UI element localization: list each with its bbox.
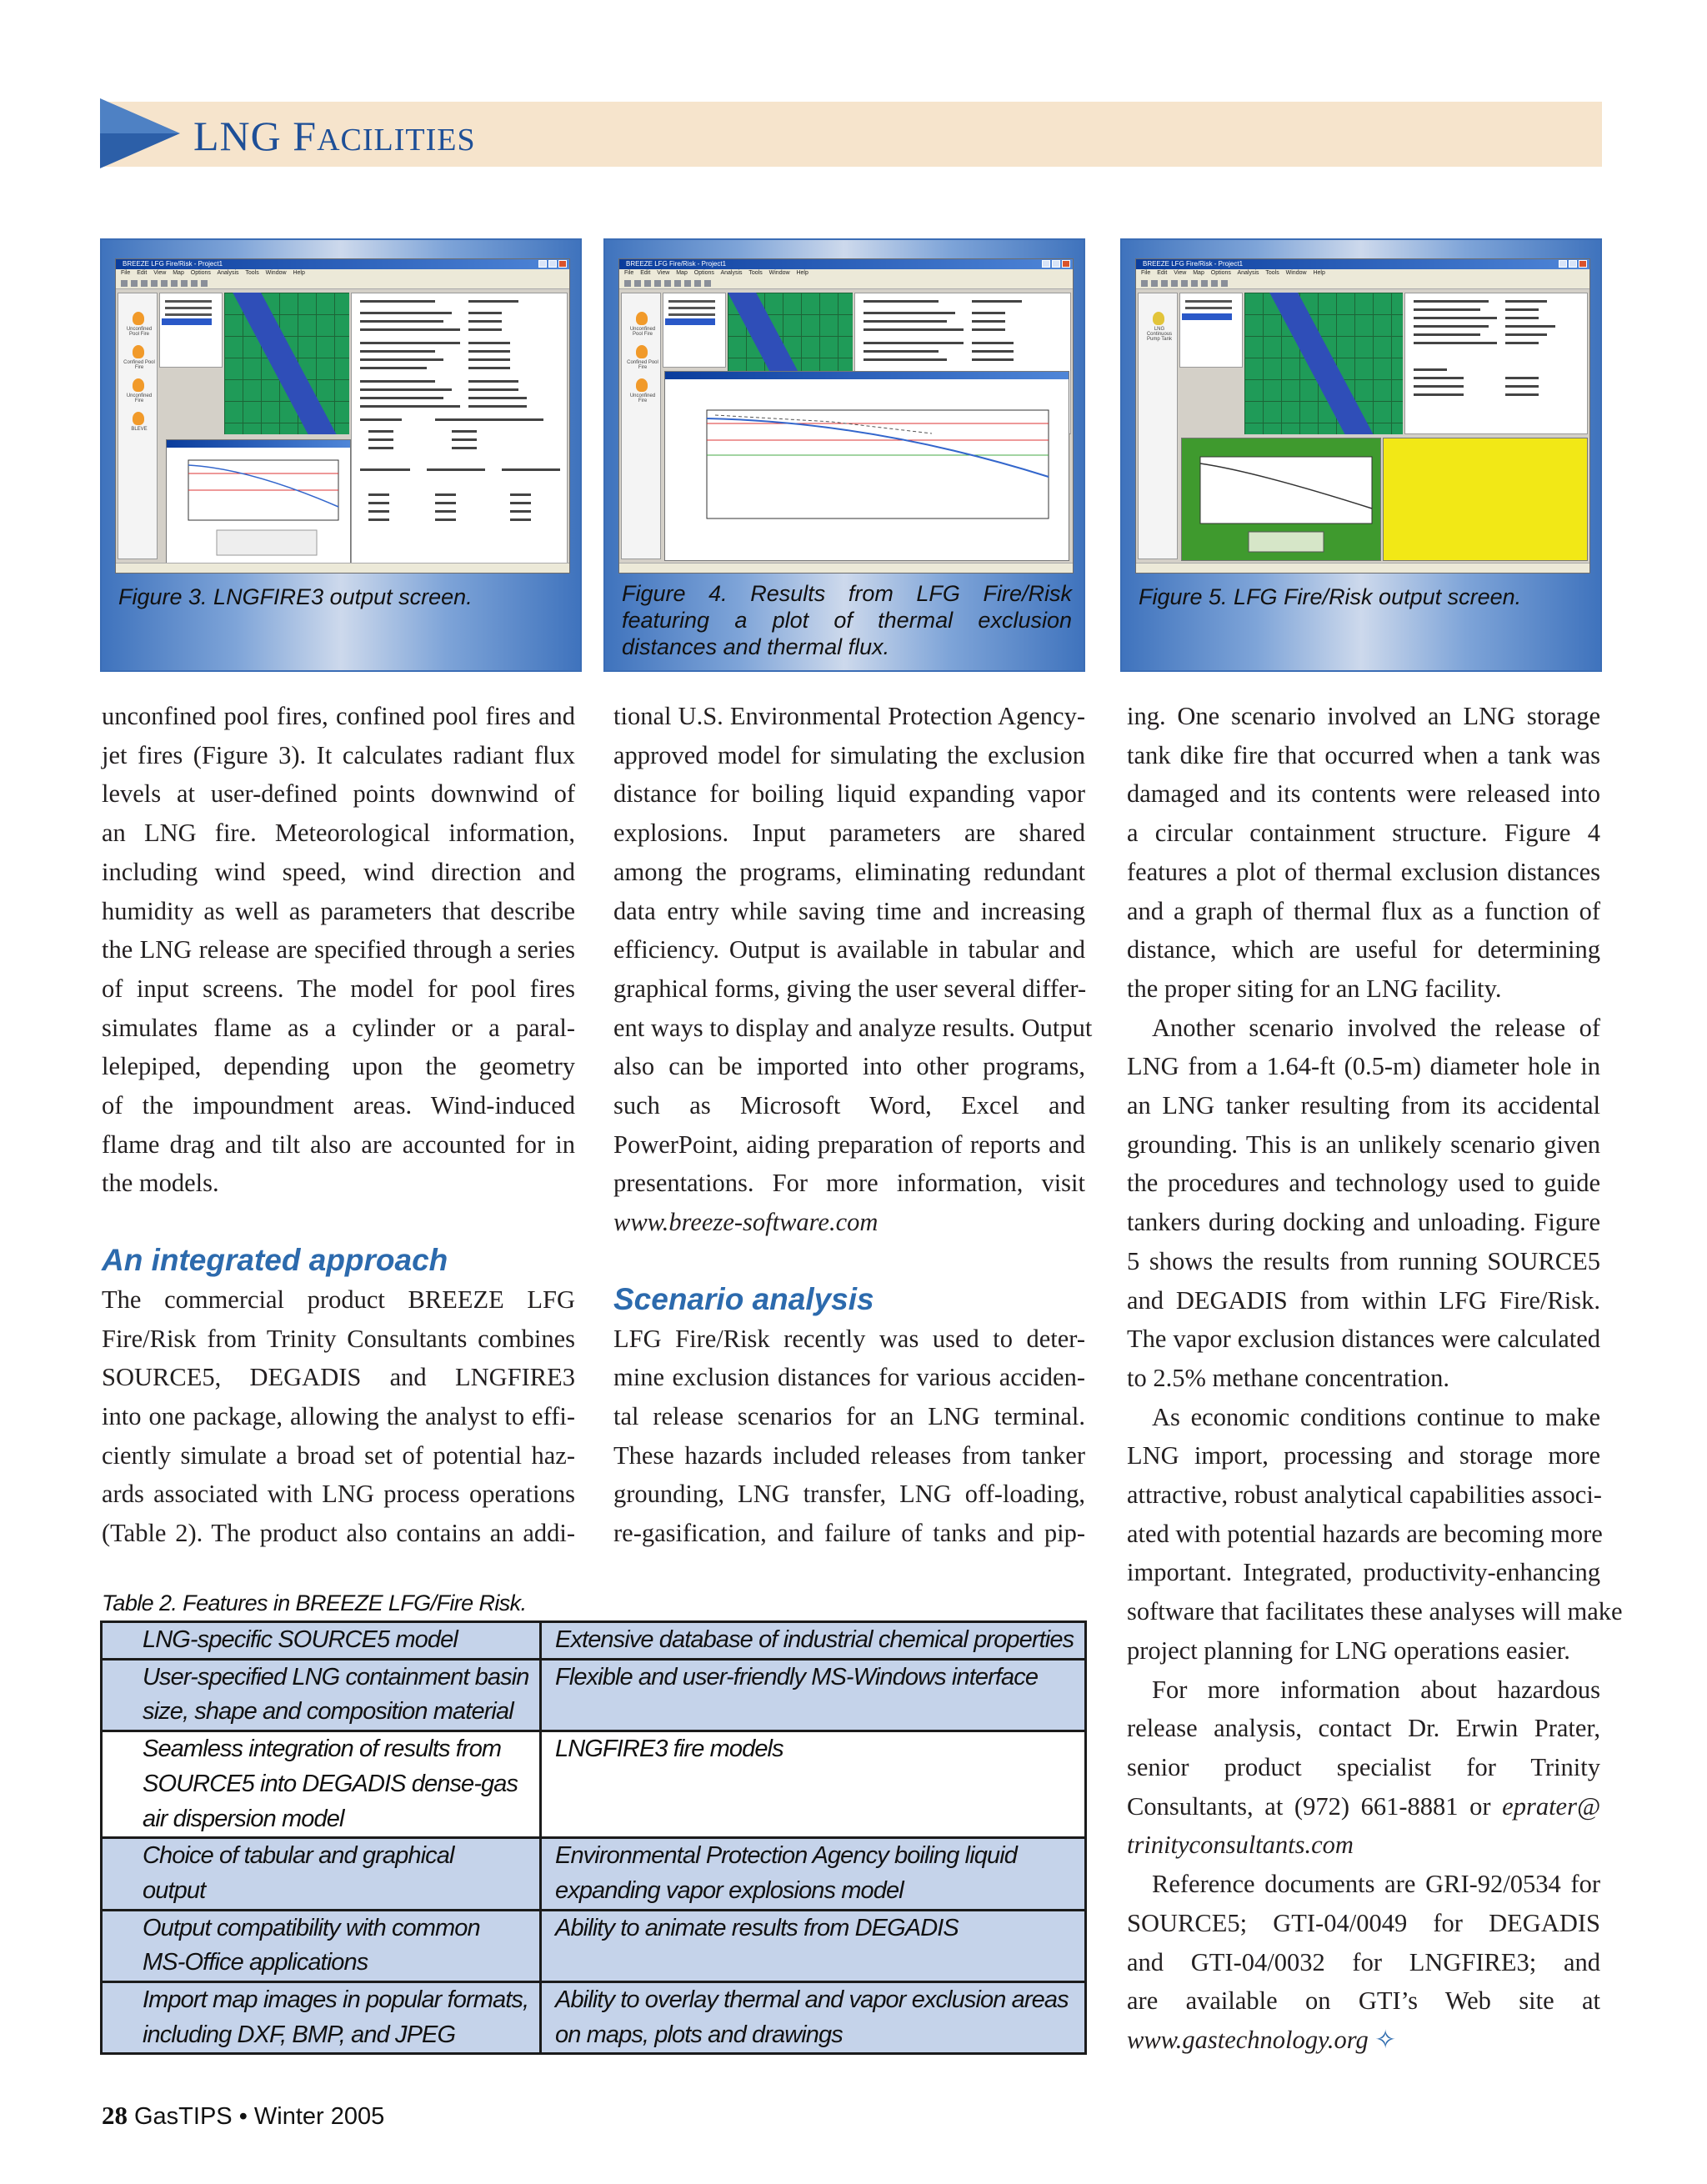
text-line: project planning for LNG operations easier. [1127, 1635, 1570, 1665]
contact-text: Consultants, at (972) 661-8881 or [1127, 1791, 1491, 1821]
text-line: Fire/Risk from Trinity Consultants combines [102, 1324, 575, 1353]
text-line: approved model for simulating the exclusion [613, 740, 1085, 769]
text-line: SOURCE5, DEGADIS and LNGFIRE3 [102, 1363, 575, 1392]
table-cell [541, 1622, 1086, 1660]
table-row [102, 1731, 1086, 1838]
table-row [102, 1838, 1086, 1910]
column-b [613, 697, 1093, 1553]
cell-line: expanding vapor explosions model [555, 1876, 904, 1904]
section-title-cap: LNG F [193, 113, 318, 159]
text-line: to 2.5% methane concentration. [1127, 1363, 1450, 1392]
text-line: an LNG fire. Meteorological information, [102, 819, 575, 848]
cell-line: Environmental Protection Agency boiling liquid [555, 1842, 1017, 1870]
cell-line: SOURCE5 into DEGADIS dense-gas [143, 1770, 518, 1797]
table-cell [541, 1659, 1086, 1731]
text-line: and DEGADIS from within LFG Fire/Risk. [1127, 1285, 1600, 1315]
col-b-paragraph-1 [613, 697, 1093, 1242]
breeze-software-link[interactable]: www.breeze-software.com [613, 1208, 879, 1237]
col-c-paragraph-5 [1127, 1865, 1600, 2060]
text-line: and a graph of thermal flux as a function of [1127, 896, 1600, 925]
text-line: are available on GTI’s Web site at [1127, 1986, 1600, 2016]
text-line: LFG Fire/Risk recently was used to deter- [613, 1324, 1085, 1353]
cell-line: LNG-specific SOURCE5 model [143, 1626, 458, 1653]
col-c-paragraph-2 [1127, 1009, 1600, 1398]
table-row [102, 1659, 1086, 1731]
table-cell [102, 1982, 541, 2054]
text-line: of the impoundment areas. Wind-induced [102, 1091, 575, 1120]
table-cell [541, 1838, 1086, 1910]
text-line: such as Microsoft Word, Excel and [613, 1091, 1085, 1120]
text-line: senior product specialist for Trinity [1127, 1752, 1600, 1781]
text-line: attractive, robust analytical capabilities associ- [1127, 1480, 1602, 1510]
table-cell [102, 1910, 541, 1981]
text-line: ated with potential hazards are becoming more [1127, 1519, 1603, 1548]
text-line: LNG from a 1.64-ft (0.5-m) diameter hole in [1127, 1052, 1600, 1081]
figure-3-caption: Figure 3. LNGFIRE3 output screen. [118, 584, 473, 609]
text-line: tank dike fire that occurred when a tank was [1127, 740, 1600, 769]
text-line: graphical forms, giving the user several differ- [613, 974, 1087, 1003]
text-line: ing. One scenario involved an LNG storage [1127, 702, 1600, 730]
text-line: tional U.S. Environmental Protection Agency- [613, 702, 1085, 730]
text-line: The vapor exclusion distances were calculated [1127, 1325, 1600, 1354]
text-line: flame drag and tilt also are accounted for in [102, 1130, 575, 1159]
cell-line: Extensive database of industrial chemical properties [555, 1626, 1074, 1653]
column-a [102, 697, 575, 1553]
text-line: important. Integrated, productivity-enhancing [1127, 1558, 1600, 1587]
text-line: explosions. Input parameters are shared [613, 819, 1085, 848]
figure-3-screenshot: BREEZE LFG Fire/Risk - Project1 File Edit View Map Options Analysis Tools Window Help Unconfined Pool Fire Confined Pool Fire Unconfined Fire BLEVE [115, 258, 570, 574]
col-c-paragraph-3 [1127, 1398, 1623, 1671]
text-line: an LNG tanker resulting from its accidental [1127, 1091, 1600, 1120]
text-line: Reference documents are GRI-92/0534 for [1152, 1870, 1600, 1899]
cell-line: Output compatibility with common [143, 1914, 480, 1941]
text-line: simulates flame as a cylinder or a paral- [102, 1013, 575, 1042]
text-line: among the programs, eliminating redundant [613, 857, 1085, 886]
cell-line: air dispersion model [143, 1805, 344, 1832]
page-footer [102, 2101, 384, 2131]
text-line: also can be imported into other programs, [613, 1052, 1085, 1081]
publication-name: GasTIPS • Winter 2005 [134, 2103, 385, 2130]
subhead-scenario-analysis: Scenario analysis [613, 1281, 874, 1316]
text-line [1127, 2021, 1600, 2060]
table-cell [102, 1731, 541, 1838]
figure-5-panel [1120, 238, 1602, 672]
table-cell [102, 1838, 541, 1910]
email-link-part-1[interactable]: eprater@ [1502, 1791, 1601, 1821]
text-line: humidity as well as parameters that describe [102, 896, 575, 925]
col-c-paragraph-4 [1127, 1671, 1600, 1866]
text-line: tal release scenarios for an LNG terminal. [613, 1401, 1085, 1430]
text-line: of input screens. The model for pool fires [102, 974, 575, 1003]
col-b-paragraph-2 [613, 1320, 1085, 1553]
cell-line: Choice of tabular and graphical [143, 1842, 454, 1870]
text-line: a circular containment structure. Figure 4 [1127, 819, 1600, 848]
text-line: The commercial product BREEZE LFG [102, 1285, 575, 1314]
features-table [100, 1620, 1087, 2055]
text-line: software that facilitates these analyses will make [1127, 1597, 1623, 1626]
text-line: As economic conditions continue to make [1152, 1402, 1600, 1431]
text-line: grounding, LNG transfer, LNG off-loading, [613, 1480, 1085, 1509]
cell-line: output [143, 1876, 206, 1904]
figure-5-caption: Figure 5. LFG Fire/Risk output screen. [1139, 584, 1522, 609]
table-cell [541, 1982, 1086, 2054]
col-a-paragraph-1 [102, 697, 575, 1203]
text-line: the models. [102, 1169, 219, 1198]
col-c-paragraph-1 [1127, 697, 1600, 1009]
cell-line: Import map images in popular formats, [143, 1986, 529, 2014]
text-line: distance, which are useful for determining [1127, 935, 1600, 964]
table-cell [541, 1910, 1086, 1981]
table-row [102, 1910, 1086, 1981]
page-number: 28 [102, 2101, 128, 2130]
cell-line: LNGFIRE3 fire models [555, 1736, 783, 1763]
figure-4-panel [603, 238, 1085, 672]
cell-line: on maps, plots and drawings [555, 2021, 843, 2048]
text-line [1127, 1787, 1600, 1826]
text-line: the proper siting for an LNG facility. [1127, 974, 1502, 1003]
text-line: release analysis, contact Dr. Erwin Prater, [1127, 1714, 1600, 1743]
column-c [1127, 697, 1623, 2060]
text-line: SOURCE5; GTI-04/0049 for DEGADIS [1127, 1908, 1600, 1937]
cell-line: Flexible and user-friendly MS-Windows interface [555, 1663, 1039, 1691]
email-link-part-2[interactable]: trinityconsultants.com [1127, 1831, 1354, 1860]
text-line: the procedures and technology used to guide [1127, 1169, 1600, 1198]
text-line: ciently simulate a broad set of potential haz- [102, 1440, 575, 1470]
text-line: re-gasification, and failure of tanks and pip- [613, 1519, 1085, 1548]
text-line: distance for boiling liquid expanding vapor [613, 779, 1085, 809]
text-line: These hazards included releases from tanker [613, 1440, 1085, 1470]
cell-line: MS-Office applications [143, 1949, 368, 1976]
end-mark-icon: ✧ [1374, 2025, 1396, 2054]
figure-4-screenshot: BREEZE LFG Fire/Risk - Project1 File Edit View Map Options Analysis Tools Window Help Unconfined Pool Fire Confined Pool Fire Unconfined Fire [618, 258, 1074, 574]
text-line: For more information about hazardous [1152, 1675, 1600, 1704]
text-line: damaged and its contents were released into [1127, 779, 1600, 809]
text-line: unconfined pool fires, confined pool fires and [102, 702, 575, 730]
figure-5-screenshot: BREEZE LFG Fire/Risk - Project1 File Edit View Map Options Analysis Tools Window Help LNG Continuous Pump Tank [1135, 258, 1590, 574]
text-line: PowerPoint, aiding preparation of reports and [613, 1130, 1085, 1159]
text-line: into one package, allowing the analyst to effi- [102, 1401, 575, 1430]
table-cell [541, 1731, 1086, 1838]
table-caption: Table 2. Features in BREEZE LFG/Fire Risk. [102, 1590, 527, 1615]
cell-line: User-specified LNG containment basin [143, 1663, 529, 1691]
cell-line: Seamless integration of results from [143, 1736, 502, 1763]
text-line: grounding. This is an unlikely scenario given [1127, 1130, 1600, 1159]
cell-line: Ability to animate results from DEGADIS [555, 1914, 959, 1941]
text-line: including wind speed, wind direction and [102, 857, 575, 886]
text-line: jet fires (Figure 3). It calculates radiant flux [102, 740, 575, 769]
text-line: ent ways to display and analyze results. Output [613, 1013, 1093, 1042]
text-line: and GTI-04/0032 for LNGFIRE3; and [1127, 1947, 1600, 1976]
section-title-smallcaps: ACILITIES [317, 123, 476, 158]
text-line: levels at user-defined points downwind of [102, 779, 575, 809]
text-line: the LNG release are specified through a series [102, 935, 575, 964]
figure-3-panel [100, 238, 582, 672]
text-line: mine exclusion distances for various acciden- [613, 1363, 1085, 1392]
text-line: (Table 2). The product also contains an addi- [102, 1519, 575, 1548]
text-line: LNG import, processing and storage more [1127, 1441, 1600, 1470]
table-cell [102, 1622, 541, 1660]
text-line: Another scenario involved the release of [1152, 1013, 1600, 1042]
table-cell [102, 1659, 541, 1731]
text-line: lelepiped, depending upon the geometry [102, 1052, 575, 1081]
table-row [102, 1982, 1086, 2054]
section-title [193, 112, 476, 160]
subhead-integrated-approach: An integrated approach [102, 1243, 448, 1278]
text-line: presentations. For more information, visit [613, 1169, 1085, 1198]
text-line: efficiency. Output is available in tabular and [613, 935, 1085, 964]
text-line: 5 shows the results from running SOURCE5 [1127, 1246, 1600, 1275]
figure-4-caption: Figure 4. Results from LFG Fire/Risk featuring a plot of thermal exclusion distances and thermal flux. [622, 581, 1072, 659]
cell-line: including DXF, BMP, and JPEG [143, 2021, 456, 2048]
cell-line: Ability to overlay thermal and vapor exclusion areas [555, 1986, 1069, 2014]
cell-line: size, shape and composition material [143, 1698, 513, 1726]
text-line: ards associated with LNG process operations [102, 1480, 575, 1509]
gastechnology-link[interactable]: www.gastechnology.org [1127, 2025, 1369, 2054]
text-line: tankers during docking and unloading. Figure [1127, 1208, 1600, 1237]
table-row [102, 1622, 1086, 1660]
text-line: data entry while saving time and increasing [613, 896, 1085, 925]
col-a-paragraph-2 [102, 1280, 575, 1553]
text-line: features a plot of thermal exclusion distances [1127, 857, 1600, 886]
